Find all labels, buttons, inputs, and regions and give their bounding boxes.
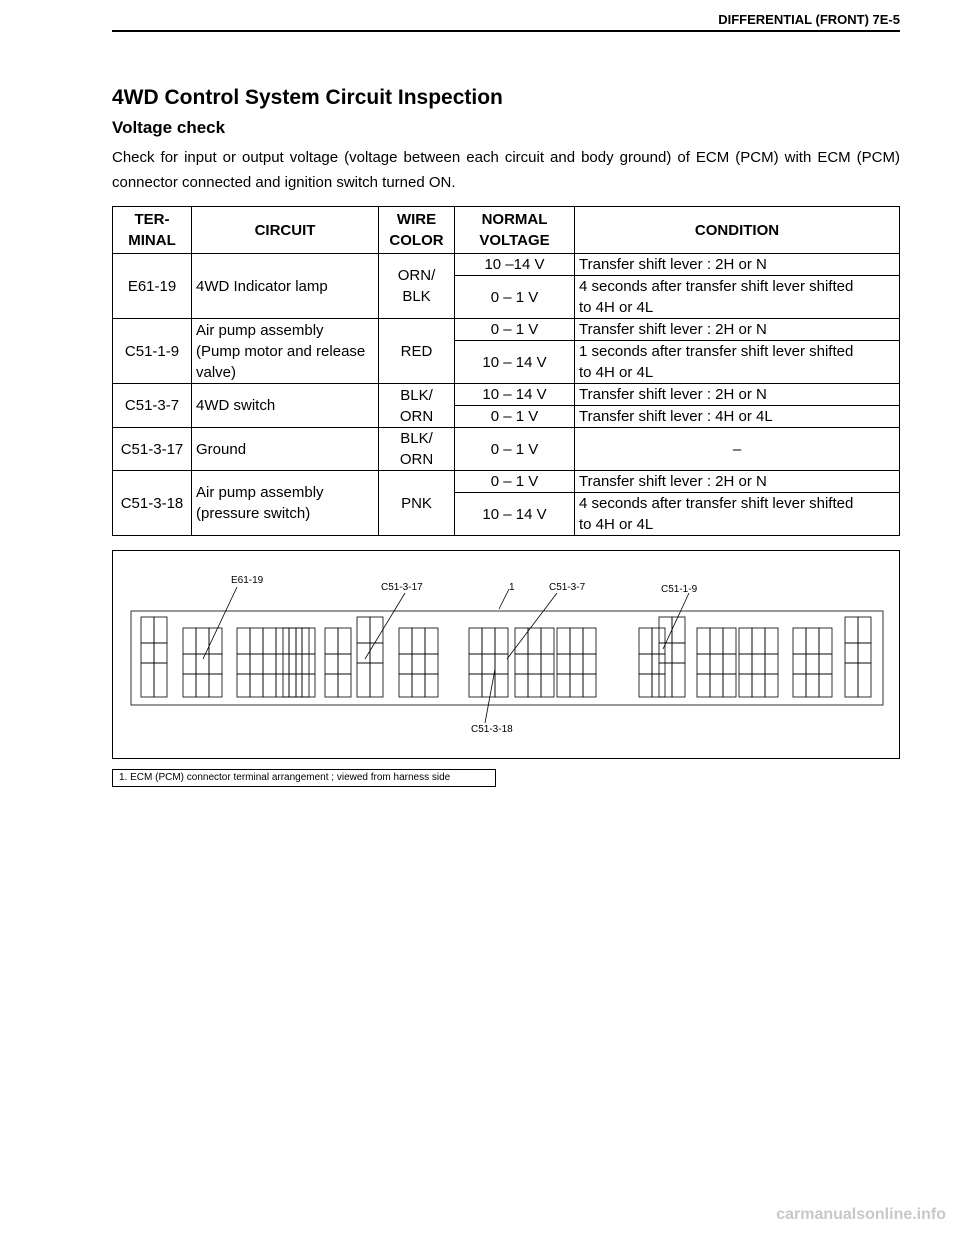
table-header-row [113,207,900,254]
terminal-cell [652,654,665,674]
terminal-cell [858,643,871,663]
terminal-cell [399,654,412,674]
terminal-cell [583,674,596,697]
terminal-cell [425,628,438,654]
terminal-cell [528,628,541,654]
cell-terminal: E61-19 [113,254,192,319]
header-terminal: TER- MINAL [113,207,192,254]
cell-condition: Transfer shift lever : 2H or N [575,384,900,406]
cell-condition: 1 seconds after transfer shift lever shifted to 4H or 4L [575,341,900,384]
terminal-cell [141,617,154,643]
terminal-cell [583,628,596,654]
terminal-cell [325,628,338,654]
terminal-cell [370,663,383,697]
terminal-cell [325,674,338,697]
terminal-cell [183,674,196,697]
cell-wire-color: RED [379,319,455,384]
cell-voltage: 0 – 1 V [455,428,575,471]
terminal-cell [858,617,871,643]
cell-wire-color: BLK/ ORN [379,428,455,471]
terminal-cell [469,674,482,697]
terminal-cell [425,674,438,697]
leader-ref-1 [499,589,509,609]
terminal-cell [541,674,554,697]
terminal-cell [495,674,508,697]
terminal-cell [412,654,425,674]
voltage-check-table [112,206,900,536]
terminal-cell [723,628,736,654]
cell-condition: Transfer shift lever : 2H or N [575,319,900,341]
terminal-cell [557,674,570,697]
cell-voltage: 0 – 1 V [455,406,575,428]
terminal-cell [302,628,315,654]
terminal-cell [557,654,570,674]
terminal-cell [765,654,778,674]
cell-voltage: 0 – 1 V [455,319,575,341]
terminal-cell [652,628,665,654]
terminal-cell [263,654,276,674]
terminal-cell [652,674,665,697]
terminal-cell [739,654,752,674]
terminal-cell [289,654,302,674]
terminal-cell [793,674,806,697]
terminal-cell [672,643,685,663]
table-row [113,384,900,406]
terminal-cell [845,617,858,643]
terminal-cell [399,674,412,697]
terminal-cell [659,617,672,643]
terminal-cell [819,674,832,697]
terminal-cell [425,654,438,674]
cell-circuit: Air pump assembly (Pump motor and release valve) [192,319,379,384]
terminal-cell [283,654,296,674]
terminal-cell [338,628,351,654]
label-c51-1-9: C51-1-9 [661,584,698,595]
cell-voltage: 10 – 14 V [455,384,575,406]
terminal-cell [819,654,832,674]
cell-voltage: 10 –14 V [455,254,575,276]
terminal-cell [183,654,196,674]
header-normal-voltage: NORMAL VOLTAGE [455,207,575,254]
connector-drawing [113,551,899,758]
terminal-cell [845,643,858,663]
terminal-cell [752,654,765,674]
terminal-cell [283,628,296,654]
table-row [113,319,900,341]
terminal-cell [399,628,412,654]
terminal-cell [528,674,541,697]
terminal-cell [482,654,495,674]
cell-voltage: 0 – 1 V [455,471,575,493]
terminal-cell [237,628,250,654]
cell-condition: 4 seconds after transfer shift lever shifted to 4H or 4L [575,276,900,319]
label-e61-19: E61-19 [231,575,264,586]
terminal-cell [250,674,263,697]
leader-c51-3-7 [507,593,557,659]
cell-terminal: C51-3-18 [113,471,192,536]
terminal-cell [263,674,276,697]
section-subtitle: Voltage check [112,118,226,137]
terminal-cell [196,654,209,674]
terminal-cell [469,654,482,674]
cell-condition: Transfer shift lever : 4H or 4L [575,406,900,428]
terminal-cell [263,628,276,654]
header-condition: CONDITION [575,207,900,254]
header-rule [112,30,900,32]
terminal-cell [196,674,209,697]
terminal-cell [296,674,309,697]
terminal-cell [296,654,309,674]
label-ref-1: 1 [509,582,515,593]
terminal-cell [154,643,167,663]
terminal-cell [250,628,263,654]
terminal-cell [154,663,167,697]
terminal-cell [752,674,765,697]
terminal-cell [765,628,778,654]
watermark: carmanualsonline.info [776,1206,946,1223]
terminal-cell [858,663,871,697]
terminal-cell [710,654,723,674]
table-row [113,428,900,471]
cell-circuit: 4WD switch [192,384,379,428]
terminal-cell [806,654,819,674]
cell-voltage: 10 – 14 V [455,341,575,384]
terminal-cell [739,674,752,697]
cell-terminal: C51-3-17 [113,428,192,471]
terminal-cell [557,628,570,654]
terminal-cell [289,628,302,654]
terminal-cell [296,628,309,654]
terminal-cell [570,628,583,654]
terminal-cell [819,628,832,654]
terminal-cell [697,628,710,654]
connector-housing [131,611,883,705]
terminal-cell [250,654,263,674]
cell-circuit: Air pump assembly (pressure switch) [192,471,379,536]
terminal-cell [570,674,583,697]
terminal-cell [141,663,154,697]
cell-voltage: 0 – 1 V [455,276,575,319]
terminal-cell [639,654,652,674]
terminal-cell [276,674,289,697]
terminal-cell [793,654,806,674]
terminal-cell [289,674,302,697]
terminal-cell [710,674,723,697]
terminal-cell [495,654,508,674]
terminal-cell [283,674,296,697]
terminal-cell [765,674,778,697]
header-circuit: CIRCUIT [192,207,379,254]
terminal-cell [412,628,425,654]
terminal-cell [209,654,222,674]
cell-condition: Transfer shift lever : 2H or N [575,471,900,493]
terminal-grid [131,611,883,705]
terminal-cell [515,628,528,654]
terminal-cell [302,674,315,697]
terminal-cell [752,628,765,654]
cell-wire-color: ORN/ BLK [379,254,455,319]
label-c51-3-7: C51-3-7 [549,582,586,593]
terminal-cell [541,654,554,674]
terminal-cell [739,628,752,654]
terminal-cell [338,674,351,697]
terminal-cell [302,654,315,674]
terminal-cell [806,628,819,654]
terminal-cell [338,654,351,674]
terminal-cell [325,654,338,674]
leader-e61-19 [203,587,237,659]
label-c51-3-17: C51-3-17 [381,582,423,593]
terminal-cell [723,674,736,697]
cell-circuit: Ground [192,428,379,471]
terminal-cell [515,654,528,674]
terminal-cell [672,663,685,697]
cell-condition: – [575,428,900,471]
terminal-cell [370,617,383,643]
terminal-cell [412,674,425,697]
cell-wire-color: BLK/ ORN [379,384,455,428]
page-header: DIFFERENTIAL (FRONT) 7E-5 [718,12,900,27]
terminal-cell [583,654,596,674]
table-row [113,254,900,276]
terminal-cell [570,654,583,674]
terminal-cell [357,643,370,663]
terminal-cell [672,617,685,643]
header-wire-color: WIRE COLOR [379,207,455,254]
terminal-cell [154,617,167,643]
terminal-cell [237,654,250,674]
terminal-cell [183,628,196,654]
leader-c51-3-18 [485,669,495,723]
terminal-cell [639,628,652,654]
cell-terminal: C51-1-9 [113,319,192,384]
diagram-caption: 1. ECM (PCM) connector terminal arrangement ; viewed from harness side [112,769,496,787]
terminal-cell [469,628,482,654]
terminal-cell [237,674,250,697]
connector-diagram [112,550,900,759]
terminal-cell [515,674,528,697]
cell-condition: Transfer shift lever : 2H or N [575,254,900,276]
terminal-cell [659,663,672,697]
terminal-cell [357,617,370,643]
terminal-cell [710,628,723,654]
cell-wire-color: PNK [379,471,455,536]
cell-voltage: 10 – 14 V [455,493,575,536]
terminal-cell [845,663,858,697]
terminal-cell [659,643,672,663]
terminal-cell [806,674,819,697]
terminal-cell [495,628,508,654]
label-c51-3-18: C51-3-18 [471,724,513,735]
table-row [113,471,900,493]
terminal-cell [528,654,541,674]
terminal-cell [541,628,554,654]
cell-terminal: C51-3-7 [113,384,192,428]
terminal-cell [723,654,736,674]
cell-condition: 4 seconds after transfer shift lever shifted to 4H or 4L [575,493,900,536]
terminal-cell [357,663,370,697]
terminal-cell [370,643,383,663]
terminal-cell [639,674,652,697]
cell-circuit: 4WD Indicator lamp [192,254,379,319]
section-title: 4WD Control System Circuit Inspection [112,86,503,109]
terminal-cell [482,628,495,654]
terminal-cell [793,628,806,654]
terminal-cell [697,654,710,674]
terminal-cell [209,674,222,697]
terminal-cell [276,654,289,674]
terminal-cell [276,628,289,654]
terminal-cell [697,674,710,697]
terminal-cell [141,643,154,663]
intro-paragraph: Check for input or output voltage (voltage between each circuit and body ground) of ECM (PCM) with ECM (PCM) connector connected and ignition switch turned ON. [112,149,900,191]
